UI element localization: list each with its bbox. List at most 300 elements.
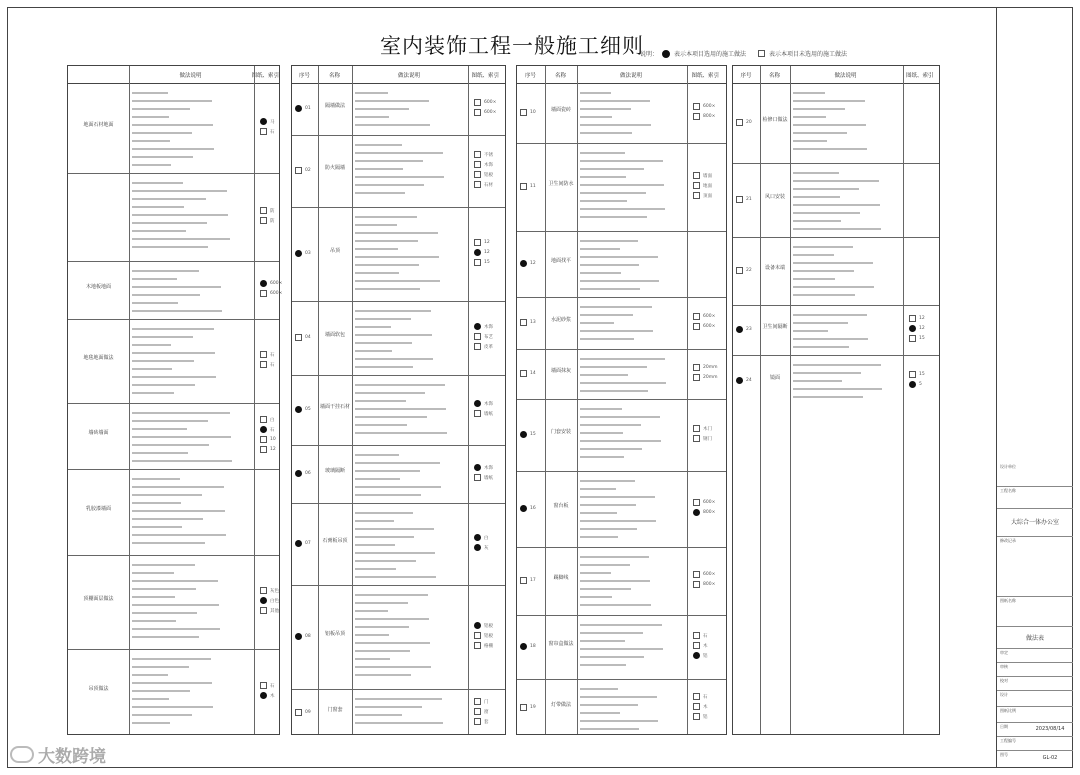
reference-option[interactable] <box>693 103 715 110</box>
description-line <box>580 165 684 173</box>
unselected-box-icon[interactable] <box>260 361 267 368</box>
description-line <box>132 417 251 425</box>
row-number <box>295 250 311 257</box>
reference-label: 铝板 <box>484 623 493 629</box>
text-placeholder-bar <box>132 302 178 304</box>
row-number <box>295 167 311 174</box>
text-placeholder-bar <box>355 576 436 578</box>
selected-dot-icon[interactable] <box>260 597 267 604</box>
text-placeholder-bar <box>132 714 192 716</box>
unselected-box-icon[interactable] <box>693 581 700 588</box>
text-placeholder-bar <box>132 164 171 166</box>
text-placeholder-bar <box>355 310 431 312</box>
reference-option[interactable] <box>693 571 715 578</box>
selected-dot-icon[interactable] <box>474 622 481 629</box>
unselected-box-icon[interactable] <box>295 167 302 174</box>
reference-label: 铝板 <box>484 633 493 639</box>
description-line <box>355 623 465 631</box>
selected-dot-icon[interactable] <box>736 326 743 333</box>
text-placeholder-bar <box>355 350 392 352</box>
description-line <box>355 607 465 615</box>
unselected-box-icon[interactable] <box>693 113 700 120</box>
unselected-box-icon[interactable] <box>260 436 267 443</box>
reference-option[interactable] <box>474 410 493 417</box>
selected-dot-icon[interactable] <box>520 431 527 438</box>
selected-dot-icon[interactable] <box>736 377 743 384</box>
reference-option[interactable] <box>474 259 490 266</box>
unselected-box-icon[interactable] <box>520 109 527 116</box>
unselected-box-icon[interactable] <box>474 632 481 639</box>
text-placeholder-bar <box>132 92 168 94</box>
description-line <box>132 89 251 97</box>
description-line <box>580 253 684 261</box>
description-line <box>580 629 684 637</box>
reference-option[interactable] <box>909 371 925 378</box>
reference-option[interactable] <box>474 544 489 551</box>
reference-option[interactable] <box>474 698 489 705</box>
unselected-box-icon[interactable] <box>693 713 700 720</box>
reference-option[interactable] <box>909 381 922 388</box>
reference-option[interactable] <box>474 534 489 541</box>
text-placeholder-bar <box>793 338 868 340</box>
selected-dot-icon[interactable] <box>295 540 302 547</box>
selected-dot-icon[interactable] <box>260 118 267 125</box>
watermark-logo-icon <box>10 746 34 763</box>
row-number <box>295 540 311 547</box>
description-line <box>580 129 684 137</box>
description-line <box>580 501 684 509</box>
unselected-box-icon[interactable] <box>474 333 481 340</box>
unselected-box-icon[interactable] <box>474 109 481 116</box>
text-placeholder-bar <box>132 270 199 272</box>
unselected-box-icon[interactable] <box>474 708 481 715</box>
reference-option[interactable] <box>260 607 279 614</box>
selected-dot-icon[interactable] <box>295 250 302 257</box>
reference-label: 800× <box>703 114 716 119</box>
unselected-box-icon[interactable] <box>474 642 481 649</box>
description-line <box>132 161 251 169</box>
text-placeholder-bar <box>793 364 881 366</box>
selected-dot-icon[interactable] <box>260 280 267 287</box>
unselected-box-icon[interactable] <box>693 499 700 506</box>
reference-option[interactable] <box>693 581 715 588</box>
reference-option[interactable] <box>260 280 282 287</box>
unselected-box-icon[interactable] <box>736 267 743 274</box>
unselected-box-icon[interactable] <box>693 632 700 639</box>
selected-dot-icon[interactable] <box>474 400 481 407</box>
unselected-box-icon[interactable] <box>474 698 481 705</box>
unselected-box-icon[interactable] <box>474 410 481 417</box>
unselected-box-icon[interactable] <box>474 474 481 481</box>
selected-dot-icon[interactable] <box>909 381 916 388</box>
reference-label: 10 <box>270 437 276 442</box>
text-placeholder-bar <box>132 534 226 536</box>
unselected-box-icon[interactable] <box>520 370 527 377</box>
reference-option[interactable] <box>474 109 496 116</box>
selected-dot-icon[interactable] <box>295 105 302 112</box>
reference-option[interactable] <box>474 249 490 256</box>
reference-option[interactable] <box>474 708 489 715</box>
reference-option[interactable] <box>693 113 715 120</box>
unselected-box-icon[interactable] <box>260 682 267 689</box>
description-line <box>355 229 465 237</box>
selected-dot-icon[interactable] <box>909 325 916 332</box>
selected-dot-icon[interactable] <box>474 249 481 256</box>
unselected-box-icon[interactable] <box>474 343 481 350</box>
reference-option[interactable] <box>693 374 718 381</box>
reference-option[interactable] <box>693 192 712 199</box>
unselected-box-icon[interactable] <box>693 642 700 649</box>
unselected-box-icon[interactable] <box>693 182 700 189</box>
unselected-box-icon[interactable] <box>295 709 302 716</box>
unselected-box-icon[interactable] <box>474 718 481 725</box>
selected-dot-icon[interactable] <box>295 633 302 640</box>
description-line <box>132 703 251 711</box>
description-line <box>580 593 684 601</box>
text-placeholder-bar <box>355 706 422 708</box>
description-line <box>355 307 465 315</box>
reference-label: 窗 <box>484 709 489 715</box>
unselected-box-icon[interactable] <box>693 571 700 578</box>
selected-dot-icon[interactable] <box>295 406 302 413</box>
selected-dot-icon[interactable] <box>693 652 700 659</box>
reference-option[interactable] <box>260 118 275 125</box>
reference-option[interactable] <box>474 323 493 330</box>
reference-option[interactable] <box>260 436 276 443</box>
unselected-box-icon[interactable] <box>520 319 527 326</box>
row-name: 墙面干挂石材 <box>320 404 351 410</box>
text-placeholder-bar <box>580 168 644 170</box>
unselected-box-icon[interactable] <box>693 313 700 320</box>
reference-option[interactable] <box>693 703 708 710</box>
selected-dot-icon[interactable] <box>260 692 267 699</box>
row-number <box>736 267 752 274</box>
reference-option[interactable] <box>260 682 275 689</box>
unselected-box-icon[interactable] <box>909 315 916 322</box>
selected-dot-icon[interactable] <box>474 534 481 541</box>
unselected-box-icon <box>758 50 765 57</box>
reference-option[interactable] <box>693 642 708 649</box>
description-lines <box>793 311 900 351</box>
text-placeholder-bar <box>132 198 206 200</box>
reference-option[interactable] <box>474 161 493 168</box>
text-placeholder-bar <box>355 326 391 328</box>
row-number <box>520 431 536 438</box>
description-line <box>355 703 465 711</box>
text-placeholder-bar <box>355 232 438 234</box>
unselected-box-icon[interactable] <box>474 161 481 168</box>
text-placeholder-bar <box>132 206 184 208</box>
text-placeholder-bar <box>132 360 194 362</box>
reference-option[interactable] <box>260 446 276 453</box>
text-placeholder-bar <box>132 412 230 414</box>
selected-dot-icon[interactable] <box>474 323 481 330</box>
reference-label: 5 <box>919 382 922 387</box>
text-placeholder-bar <box>355 594 428 596</box>
description-line <box>355 363 465 371</box>
description-lines <box>580 621 684 675</box>
reference-option[interactable] <box>474 400 493 407</box>
text-placeholder-bar <box>132 156 193 158</box>
unselected-box-icon[interactable] <box>693 192 700 199</box>
description-line <box>580 121 684 129</box>
description-line <box>355 509 465 517</box>
text-placeholder-bar <box>355 152 443 154</box>
description-lines <box>132 179 251 257</box>
unselected-box-icon[interactable] <box>260 416 267 423</box>
reference-option[interactable] <box>693 632 708 639</box>
unselected-box-icon[interactable] <box>693 374 700 381</box>
unselected-box-icon[interactable] <box>693 364 700 371</box>
text-placeholder-bar <box>132 278 177 280</box>
reference-option[interactable] <box>474 239 490 246</box>
description-line <box>580 561 684 569</box>
header-cell: 图纸、索引 <box>251 73 280 79</box>
unselected-box-icon[interactable] <box>693 435 700 442</box>
text-placeholder-bar <box>793 278 835 280</box>
text-placeholder-bar <box>132 502 181 504</box>
reference-option[interactable] <box>909 325 925 332</box>
reference-option[interactable] <box>693 652 708 659</box>
description-line <box>580 601 684 609</box>
reference-option[interactable] <box>474 99 496 106</box>
text-placeholder-bar <box>793 396 863 398</box>
text-placeholder-bar <box>580 280 659 282</box>
selected-dot-icon[interactable] <box>520 505 527 512</box>
description-lines <box>132 409 251 465</box>
reference-option[interactable] <box>693 313 715 320</box>
unselected-box-icon[interactable] <box>295 334 302 341</box>
reference-option[interactable] <box>693 364 718 371</box>
unselected-box-icon[interactable] <box>909 371 916 378</box>
selected-dot-icon[interactable] <box>295 470 302 477</box>
reference-option[interactable] <box>693 693 708 700</box>
unselected-box-icon[interactable] <box>260 351 267 358</box>
unselected-box-icon[interactable] <box>909 335 916 342</box>
description-line <box>132 475 251 483</box>
description-line <box>580 437 684 445</box>
unselected-box-icon[interactable] <box>474 171 481 178</box>
text-placeholder-bar <box>132 452 188 454</box>
unselected-box-icon[interactable] <box>260 446 267 453</box>
text-placeholder-bar <box>355 454 399 456</box>
table-row <box>68 319 279 404</box>
header-cell: 序号 <box>525 73 537 79</box>
text-placeholder-bar <box>355 486 441 488</box>
reference-option[interactable] <box>474 151 493 158</box>
description-lines <box>580 553 684 611</box>
selected-dot-icon[interactable] <box>693 509 700 516</box>
unselected-box-icon[interactable] <box>693 323 700 330</box>
reference-option[interactable] <box>693 182 712 189</box>
reference-option[interactable] <box>260 128 275 135</box>
text-placeholder-bar <box>580 624 662 626</box>
reference-label: 木 <box>270 693 275 699</box>
reference-option[interactable] <box>693 172 712 179</box>
reference-option[interactable] <box>260 351 275 358</box>
reference-option[interactable] <box>260 207 275 214</box>
text-placeholder-bar <box>580 382 666 384</box>
selected-dot-icon <box>662 50 670 58</box>
description-line <box>132 227 251 235</box>
reference-option[interactable] <box>474 464 493 471</box>
row-number <box>736 196 752 203</box>
unselected-box-icon[interactable] <box>520 577 527 584</box>
row-name: 风口安装 <box>764 194 785 200</box>
text-placeholder-bar <box>132 478 180 480</box>
text-placeholder-bar <box>132 132 192 134</box>
unselected-box-icon[interactable] <box>736 119 743 126</box>
unselected-box-icon[interactable] <box>693 172 700 179</box>
panel-1 <box>67 65 283 735</box>
text-placeholder-bar <box>580 256 658 258</box>
text-placeholder-bar <box>132 706 213 708</box>
reference-option[interactable] <box>909 335 925 342</box>
row-name: 墙面抹灰 <box>550 368 571 374</box>
text-placeholder-bar <box>355 478 400 480</box>
reference-option[interactable] <box>474 622 493 629</box>
reference-option[interactable] <box>474 474 493 481</box>
description-line <box>132 291 251 299</box>
description-line <box>580 149 684 157</box>
unselected-box-icon[interactable] <box>260 587 267 594</box>
reference-label: 石 <box>270 129 275 135</box>
unselected-box-icon[interactable] <box>260 128 267 135</box>
reference-label: 门 <box>484 699 489 705</box>
reference-option[interactable] <box>474 343 493 350</box>
unselected-box-icon[interactable] <box>474 151 481 158</box>
unselected-box-icon[interactable] <box>693 103 700 110</box>
unselected-box-icon[interactable] <box>260 290 267 297</box>
text-placeholder-bar <box>132 612 197 614</box>
text-placeholder-bar <box>132 368 172 370</box>
text-placeholder-bar <box>355 714 402 716</box>
reference-option[interactable] <box>693 713 708 720</box>
table-row <box>68 403 279 470</box>
reference-option[interactable] <box>474 718 489 725</box>
table-row <box>517 143 726 232</box>
description-line <box>355 397 465 405</box>
description-line <box>580 269 684 277</box>
reference-option[interactable] <box>474 181 493 188</box>
text-placeholder-bar <box>355 520 394 522</box>
row-number-text: 05 <box>305 407 311 412</box>
unselected-box-icon[interactable] <box>260 607 267 614</box>
header-cell: 名称 <box>555 73 567 79</box>
unselected-box-icon[interactable] <box>260 207 267 214</box>
description-line <box>793 377 900 385</box>
reference-label: 12 <box>919 326 925 331</box>
selected-dot-icon[interactable] <box>520 260 527 267</box>
reference-label: 600× <box>270 291 283 296</box>
selected-dot-icon[interactable] <box>260 426 267 433</box>
reference-option[interactable] <box>260 426 275 433</box>
description-line <box>132 349 251 357</box>
reference-option[interactable] <box>260 597 279 604</box>
text-placeholder-bar <box>132 460 232 462</box>
unselected-box-icon[interactable] <box>520 704 527 711</box>
reference-option[interactable] <box>693 499 715 506</box>
selected-dot-icon[interactable] <box>474 544 481 551</box>
description-line <box>355 467 465 475</box>
description-line <box>132 663 251 671</box>
reference-option[interactable] <box>693 435 712 442</box>
reference-label: 木 <box>703 643 708 649</box>
row-number-text: 10 <box>530 110 536 115</box>
description-line <box>355 105 465 113</box>
description-line <box>132 187 251 195</box>
text-placeholder-bar <box>132 336 193 338</box>
table-row <box>68 649 279 735</box>
reference-option[interactable] <box>693 425 712 432</box>
reference-option[interactable] <box>909 315 925 322</box>
description-line <box>580 327 684 335</box>
text-placeholder-bar <box>580 564 630 566</box>
reference-option[interactable] <box>693 509 715 516</box>
reference-option[interactable] <box>474 642 493 649</box>
reference-option[interactable] <box>474 171 493 178</box>
reference-label: 白 <box>484 535 489 541</box>
text-placeholder-bar <box>132 604 219 606</box>
unselected-box-icon[interactable] <box>520 183 527 190</box>
drawing-number: GL-02 <box>1042 755 1058 761</box>
description-line <box>580 621 684 629</box>
description-line <box>132 561 251 569</box>
unselected-box-icon[interactable] <box>474 99 481 106</box>
text-placeholder-bar <box>793 322 848 324</box>
unselected-box-icon[interactable] <box>474 239 481 246</box>
unselected-box-icon[interactable] <box>736 196 743 203</box>
text-placeholder-bar <box>355 528 434 530</box>
unselected-box-icon[interactable] <box>260 217 267 224</box>
description-line <box>132 373 251 381</box>
text-placeholder-bar <box>580 330 653 332</box>
reference-option[interactable] <box>260 587 279 594</box>
description-line <box>132 499 251 507</box>
reference-option[interactable] <box>260 290 282 297</box>
description-line <box>355 541 465 549</box>
unselected-box-icon[interactable] <box>693 425 700 432</box>
unselected-box-icon[interactable] <box>474 181 481 188</box>
reference-label: 防 <box>270 208 275 214</box>
description-line <box>580 661 684 669</box>
text-placeholder-bar <box>580 604 651 606</box>
reference-option[interactable] <box>260 217 275 224</box>
reference-label: 600× <box>703 500 716 505</box>
reference-option[interactable] <box>474 632 493 639</box>
header-cell: 名称 <box>769 73 781 79</box>
row-number-text: 14 <box>530 371 536 376</box>
unselected-box-icon[interactable] <box>693 703 700 710</box>
reference-option[interactable] <box>474 333 493 340</box>
row-number-text: 18 <box>530 644 536 649</box>
reference-label: 墙纸 <box>484 411 493 417</box>
selected-dot-icon[interactable] <box>520 643 527 650</box>
row-number <box>520 109 536 116</box>
selected-dot-icon[interactable] <box>474 464 481 471</box>
table-row <box>733 355 939 407</box>
unselected-box-icon[interactable] <box>474 259 481 266</box>
reference-option[interactable] <box>260 416 275 423</box>
reference-option[interactable] <box>693 323 715 330</box>
reference-option[interactable] <box>260 361 275 368</box>
text-placeholder-bar <box>580 338 634 340</box>
description-lines <box>355 307 465 371</box>
description-line <box>355 315 465 323</box>
reference-option[interactable] <box>260 692 275 699</box>
unselected-box-icon[interactable] <box>693 693 700 700</box>
description-line <box>580 197 684 205</box>
